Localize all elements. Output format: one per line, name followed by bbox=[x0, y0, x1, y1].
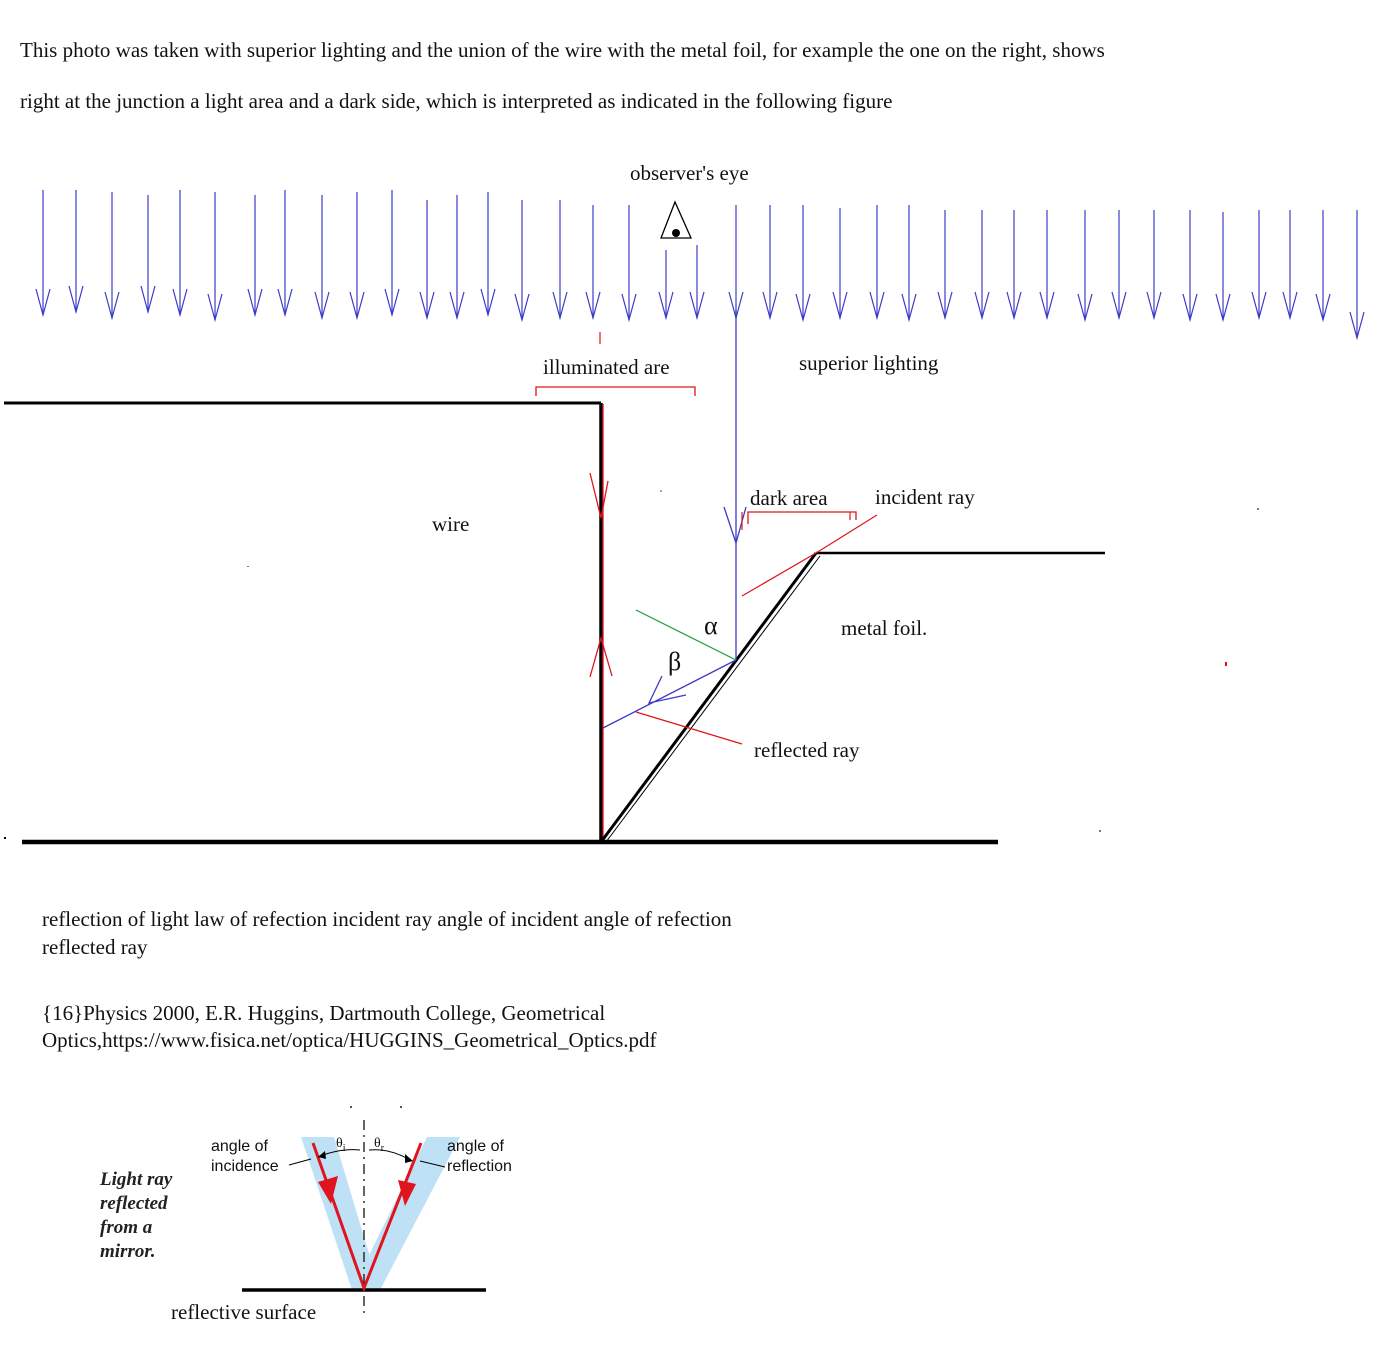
angle-of-reflection-label bbox=[447, 1137, 512, 1177]
theta-r-symbol bbox=[374, 1136, 384, 1155]
illuminated-area-bracket bbox=[536, 387, 695, 396]
metal-foil-label: metal foil. bbox=[841, 616, 928, 640]
intro-line-2: right at the junction a light area and a dark side, which is interpreted as indicated in the following figure bbox=[20, 89, 893, 113]
illuminated-area-label: illuminated are bbox=[543, 355, 670, 379]
reflective-surface-label: reflective surface bbox=[171, 1300, 317, 1324]
foil-slope-line bbox=[601, 553, 816, 842]
superior-lighting-label: superior lighting bbox=[799, 351, 939, 375]
incidence-label-line: angle of bbox=[211, 1138, 268, 1155]
side-caption-line: Light ray bbox=[100, 1169, 173, 1190]
theta-i-letter: θ bbox=[336, 1136, 343, 1151]
reference-line-2: Optics,https://www.fisica.net/optica/HUGGINS_Geometrical_Optics.pdf bbox=[42, 1028, 657, 1052]
dark-area-label: dark area bbox=[750, 486, 828, 510]
dark-area-bracket bbox=[748, 512, 856, 524]
reflected-ray-label: reflected ray bbox=[754, 738, 860, 762]
theta-r-letter: θ bbox=[374, 1136, 381, 1151]
light-arrow-field bbox=[36, 190, 1364, 338]
wire-label: wire bbox=[432, 512, 470, 536]
incident-ray-label: incident ray bbox=[875, 485, 975, 509]
mirror-side-caption bbox=[100, 1168, 172, 1264]
alpha-angle-symbol: α bbox=[704, 611, 718, 640]
observer-eye-icon bbox=[661, 202, 691, 238]
side-caption-line: reflected bbox=[100, 1193, 168, 1214]
theta-i-symbol bbox=[336, 1136, 346, 1155]
reflection-label-line: reflection bbox=[447, 1158, 512, 1175]
reference-line-1: {16}Physics 2000, E.R. Huggins, Dartmouth College, Geometrical bbox=[42, 1001, 606, 1025]
side-caption-line: mirror. bbox=[100, 1241, 156, 1262]
caption-line-2: reflected ray bbox=[42, 935, 148, 959]
beta-angle-symbol: β bbox=[668, 647, 682, 676]
caption-line-1: reflection of light law of refection incident ray angle of incident angle of refection bbox=[42, 907, 732, 931]
side-caption-line: from a bbox=[100, 1217, 153, 1238]
normal-line bbox=[636, 610, 736, 660]
incidence-label-line: incidence bbox=[211, 1158, 279, 1175]
theta-r-subscript: r bbox=[380, 1142, 385, 1154]
intro-line-1: This photo was taken with superior lighting and the union of the wire with the metal foil, for example the one on the right, shows bbox=[20, 38, 1105, 62]
observer-label: observer's eye bbox=[630, 161, 749, 185]
reflection-label-line: angle of bbox=[447, 1138, 504, 1155]
theta-i-subscript: i bbox=[342, 1142, 346, 1154]
angle-of-incidence-label bbox=[211, 1137, 279, 1177]
